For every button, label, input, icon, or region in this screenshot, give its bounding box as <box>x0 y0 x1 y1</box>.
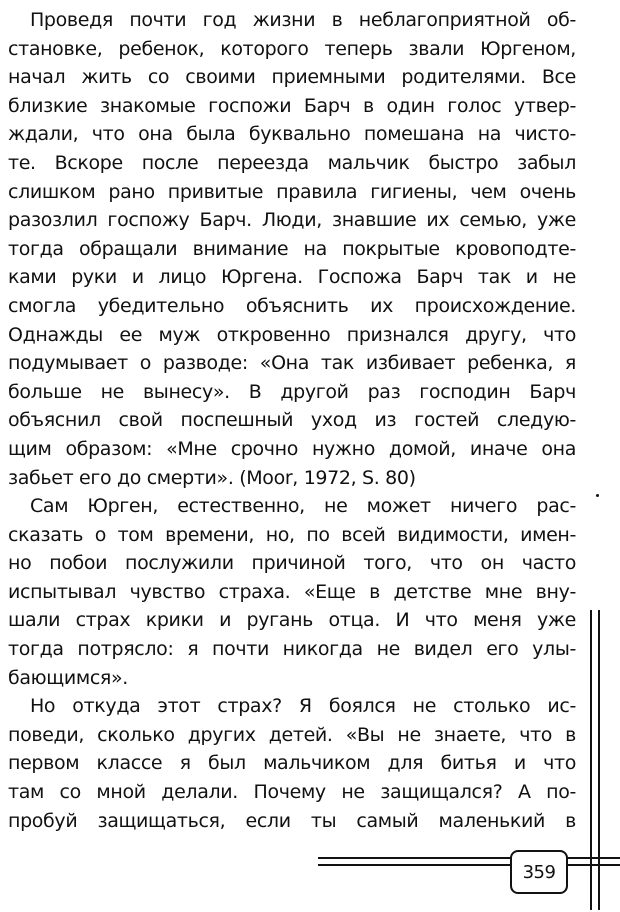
text-line: ками руки и лицо Юргена. Госпожа Барч так и не <box>8 266 576 289</box>
text-line: испытывал чувство страха. «Еще в детстве мне вну- <box>8 580 576 603</box>
text-line: поведи, сколько других детей. «Вы не знаете, что в <box>8 723 576 746</box>
page-number-box <box>510 850 568 894</box>
text-line: забьет его до смерти». (Moor, 1972, S. 80) <box>8 466 416 489</box>
text-line: первом классе я был мальчиком для битья и что <box>8 752 576 775</box>
text-line: больше не вынесу». В другой раз господин Барч <box>8 380 576 403</box>
text-line: начал жить со своими приемными родителями. Все <box>8 66 576 89</box>
text-line: близкие знакомые госпожи Барч в один голос утвер- <box>8 94 576 117</box>
text-line: те. Вскоре после переезда мальчик быстро забыл <box>8 151 576 174</box>
footer-rule-top <box>318 857 620 859</box>
text-line: сказать о том времени, но, по всей видимости, имен- <box>8 523 576 546</box>
page-number: 359 <box>522 861 556 883</box>
text-line: смогла убедительно объяснить их происхождение. <box>8 294 576 317</box>
text-line: становке, ребенок, которого теперь звали Юргеном, <box>8 37 576 60</box>
text-line: разозлил госпожу Барч. Люди, знавшие их семью, уже <box>8 209 576 232</box>
paragraph-3 <box>8 692 576 835</box>
footer-rule-bottom <box>318 864 620 866</box>
text-line: Проведя почти год жизни в неблагоприятной об- <box>30 9 576 31</box>
text-line: подумывает о разводе: «Она так избивает ребенка, я <box>8 352 576 375</box>
text-line: объяснил свой поспешный уход из гостей следую- <box>8 409 576 432</box>
ink-speck <box>596 494 599 497</box>
text-line: шали страх крики и ругань отца. И что меня уже <box>8 609 576 632</box>
text-line: тогда потрясло: я почти никогда не видел его улы- <box>8 638 576 661</box>
text-line: ждали, что она была буквально помешана на чисто- <box>8 123 576 146</box>
text-line: но побои послужили причиной того, что он часто <box>8 552 576 575</box>
paragraph-2 <box>8 492 576 692</box>
text-line: там со мной делали. Почему не защищался? А по- <box>8 781 576 804</box>
text-line: слишком рано привитые правила гигиены, чем очень <box>8 180 576 203</box>
text-line: бающимся». <box>8 666 128 689</box>
text-line: пробуй защищаться, если ты самый маленький в <box>8 809 576 832</box>
page-text <box>8 6 576 835</box>
paragraph-1 <box>8 6 576 492</box>
text-line: Сам Юрген, естественно, не может ничего рас- <box>30 495 576 518</box>
text-line: Но откуда этот страх? Я боялся не столько ис- <box>30 695 576 718</box>
text-line: Однажды ее муж откровенно признался другу, что <box>8 323 576 346</box>
text-line: щим образом: «Мне срочно нужно домой, иначе она <box>8 437 576 460</box>
text-line: тогда обращали внимание на покрытые кровоподте- <box>8 237 576 260</box>
